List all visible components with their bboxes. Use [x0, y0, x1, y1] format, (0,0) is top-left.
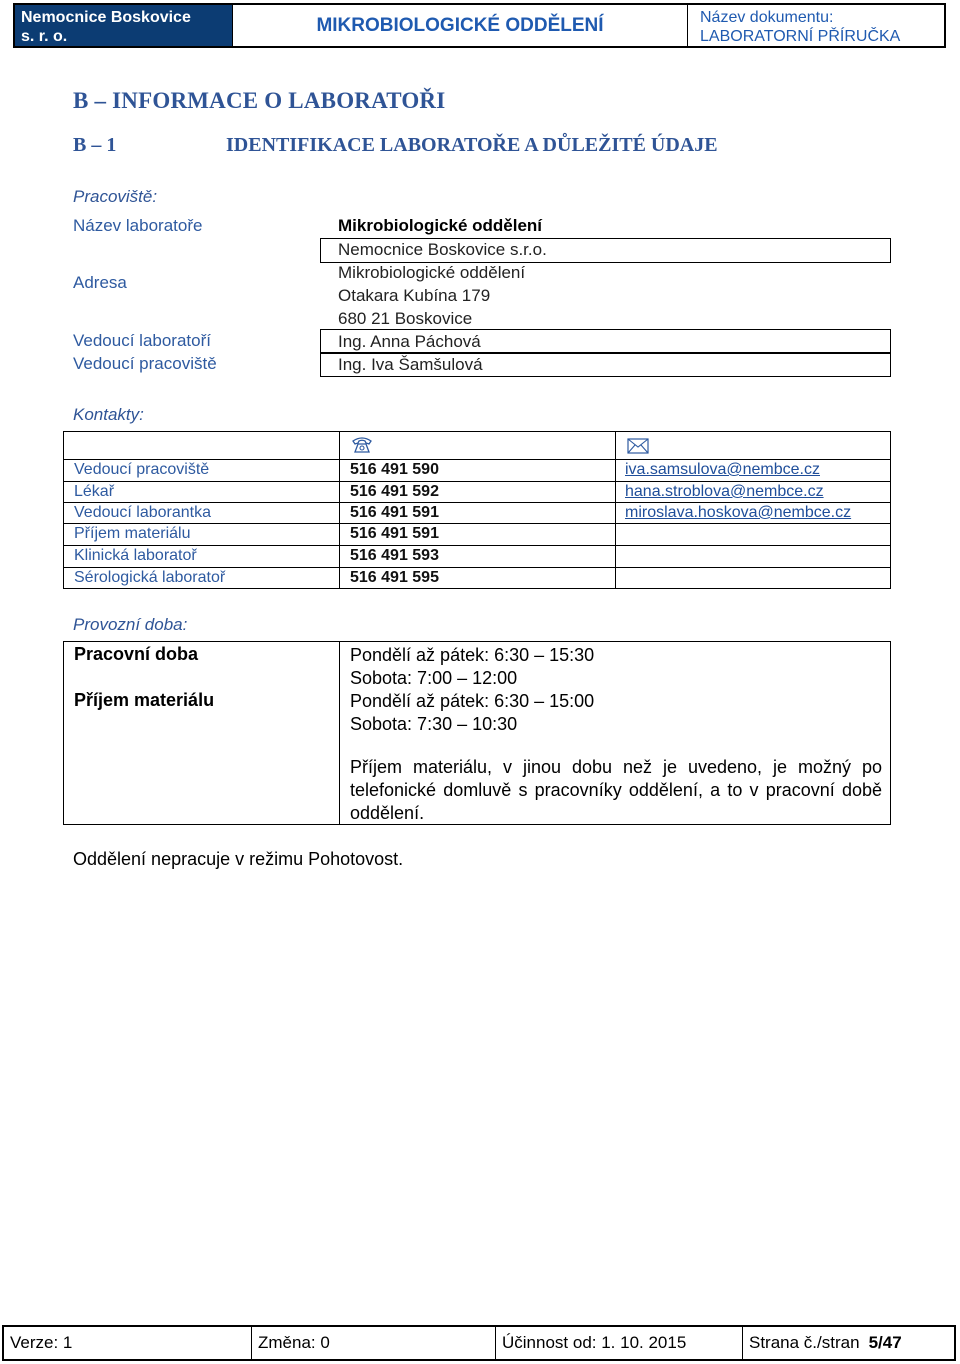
contacts-heading: Kontakty:	[73, 405, 144, 424]
department-title: MIKROBIOLOGICKÉ ODDĚLENÍ	[233, 5, 688, 46]
contact-row: Klinická laboratoř 516 491 593	[74, 547, 439, 564]
document-header	[13, 3, 946, 48]
contacts-table	[63, 431, 891, 589]
version: Verze: 1	[4, 1327, 252, 1359]
workplace-table	[63, 213, 891, 377]
address-line-2: Mikrobiologické oddělení	[338, 263, 526, 282]
workplace-heading: Pracoviště:	[73, 187, 158, 206]
contact-row: Lékař 516 491 592 hana.stroblova@nembce.cz	[64, 481, 890, 503]
contact-row: Sérologická laboratoř 516 491 595	[74, 569, 439, 586]
contact-row: Vedoucí pracoviště 516 491 590 iva.samsulova@nembce.cz	[64, 459, 890, 481]
section-title: B – INFORMACE O LABORATOŘI	[73, 88, 446, 113]
address-line-1: Nemocnice Boskovice s.r.o.	[338, 240, 547, 259]
work-hours-saturday: Sobota: 7:00 – 12:00	[350, 668, 518, 688]
intake-label: Příjem materiálu	[74, 690, 215, 710]
work-hours-label: Pracovní doba	[74, 644, 199, 664]
document-footer	[2, 1325, 956, 1361]
intake-note: Příjem materiálu, v jinou dobu než je uvedeno, je možný po telefonické domluvě s pracovníky oddělení, a to v pracovní době oddělení.	[350, 757, 882, 823]
subsection-title: IDENTIFIKACE LABORATOŘE A DŮLEŽITÉ ÚDAJE	[226, 134, 718, 156]
hours-heading: Provozní doba:	[73, 615, 188, 634]
lab-name-value: Mikrobiologické oddělení	[338, 216, 543, 235]
workplace-head-label: Vedoucí pracoviště	[73, 354, 217, 373]
contact-row: Příjem materiálu 516 491 591	[74, 525, 439, 542]
page-number: 5/47	[868, 1333, 902, 1352]
hours-table	[63, 641, 891, 825]
work-hours-weekday: Pondělí až pátek: 6:30 – 15:30	[350, 645, 595, 665]
workplace-head-value: Ing. Iva Šamšulová	[338, 355, 483, 374]
intake-saturday: Sobota: 7:30 – 10:30	[350, 714, 518, 734]
subsection-number: B – 1	[73, 134, 117, 156]
org-cell	[15, 5, 233, 46]
doc-label: Název dokumentu:	[700, 9, 834, 26]
contact-row: Vedoucí laborantka 516 491 591 miroslava.hoskova@nembce.cz	[64, 502, 890, 524]
intake-weekday: Pondělí až pátek: 6:30 – 15:00	[350, 691, 595, 711]
on-call-notice: Oddělení nepracuje v režimu Pohotovost.	[73, 849, 404, 869]
change: Změna: 0	[252, 1327, 496, 1359]
lab-head-value: Ing. Anna Páchová	[338, 332, 481, 351]
page-label: Strana č./stran	[749, 1333, 860, 1352]
effective-date: Účinnost od: 1. 10. 2015	[496, 1327, 743, 1359]
address-line-4: 680 21 Boskovice	[338, 309, 473, 328]
phone-icon	[351, 436, 373, 454]
doc-name-cell	[688, 5, 944, 46]
address-line-3: Otakara Kubína 179	[338, 286, 491, 305]
address-label: Adresa	[73, 273, 127, 292]
email-link[interactable]: iva.samsulova@nembce.cz	[625, 461, 820, 478]
email-link[interactable]: hana.stroblova@nembce.cz	[625, 483, 824, 500]
lab-head-label: Vedoucí laboratoří	[73, 331, 211, 350]
doc-name: LABORATORNÍ PŘÍRUČKA	[700, 28, 901, 45]
org-name: Nemocnice Boskovice	[21, 9, 191, 26]
envelope-icon	[627, 438, 649, 454]
page-info	[743, 1327, 954, 1359]
org-suffix: s. r. o.	[21, 28, 68, 45]
lab-name-label: Název laboratoře	[73, 216, 203, 235]
email-link[interactable]: miroslava.hoskova@nembce.cz	[625, 504, 852, 521]
